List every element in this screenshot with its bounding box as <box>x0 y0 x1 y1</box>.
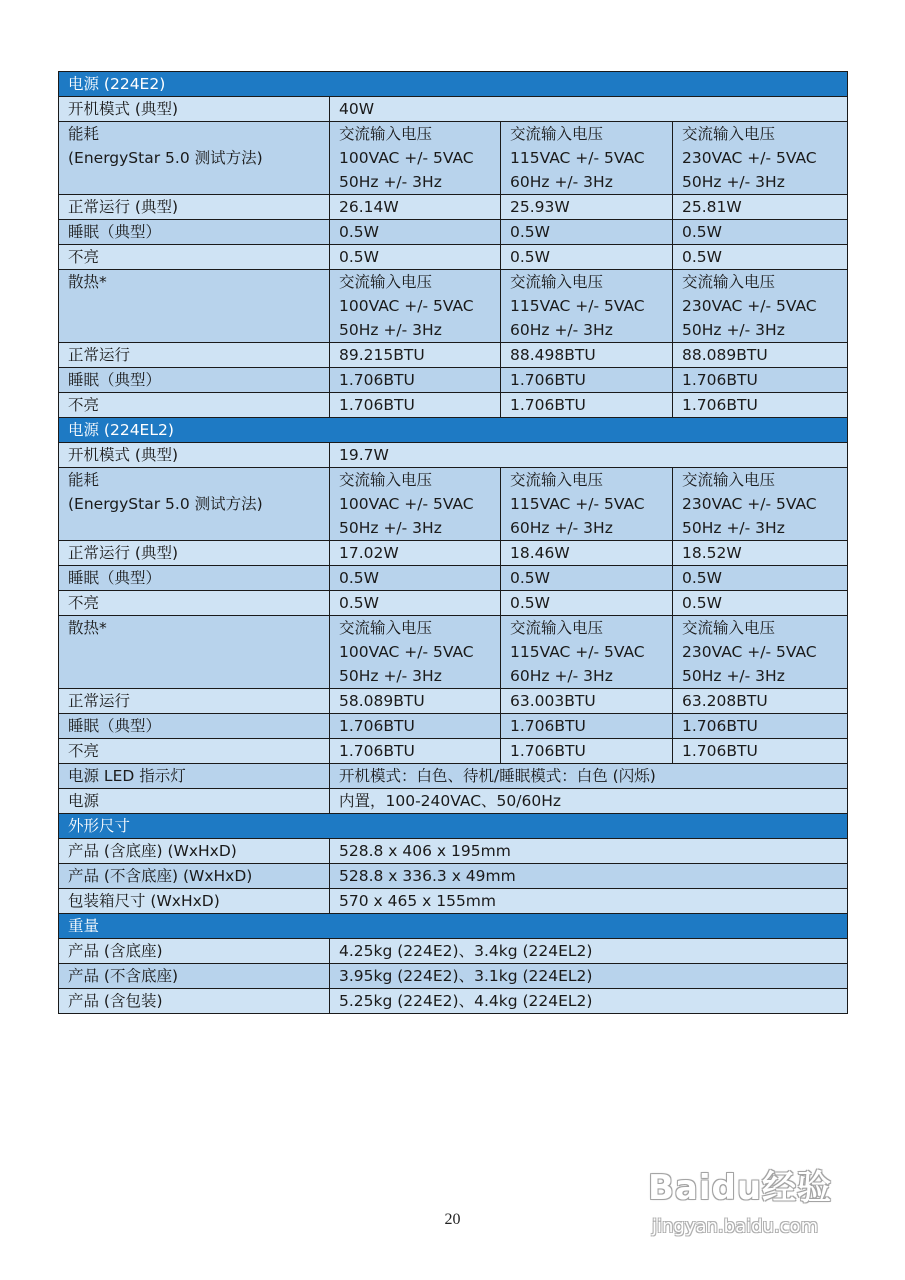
cell-value: 88.089BTU <box>673 343 848 368</box>
cell-value: 4.25kg (224E2)、3.4kg (224EL2) <box>330 939 848 964</box>
cell-value: 交流输入电压 115VAC +/- 5VAC 60Hz +/- 3Hz <box>501 468 673 541</box>
row-label: 产品 (不含底座) <box>59 964 330 989</box>
table-row <box>59 393 848 418</box>
cell-value: 25.93W <box>501 195 673 220</box>
table-row <box>59 764 848 789</box>
row-label: 产品 (含包装) <box>59 989 330 1014</box>
table-row <box>59 443 848 468</box>
table-row <box>59 989 848 1014</box>
spec-table <box>58 71 848 1014</box>
cell-value: 63.003BTU <box>501 689 673 714</box>
cell-value: 1.706BTU <box>501 714 673 739</box>
table-row <box>59 220 848 245</box>
table-row <box>59 616 848 689</box>
cell-value: 1.706BTU <box>501 368 673 393</box>
cell-value: 交流输入电压 100VAC +/- 5VAC 50Hz +/- 3Hz <box>330 122 501 195</box>
cell-value: 内置，100-240VAC、50/60Hz <box>330 789 848 814</box>
cell-value: 19.7W <box>330 443 848 468</box>
cell-value: 1.706BTU <box>330 739 501 764</box>
row-label: 开机模式 (典型) <box>59 97 330 122</box>
table-row <box>59 195 848 220</box>
section-title: 重量 <box>59 914 848 939</box>
row-label: 不亮 <box>59 245 330 270</box>
cell-value: 交流输入电压 115VAC +/- 5VAC 60Hz +/- 3Hz <box>501 122 673 195</box>
cell-value: 1.706BTU <box>330 368 501 393</box>
table-row <box>59 368 848 393</box>
cell-value: 0.5W <box>501 591 673 616</box>
section-title: 外形尺寸 <box>59 814 848 839</box>
table-row <box>59 964 848 989</box>
cell-value: 0.5W <box>501 566 673 591</box>
table-row <box>59 343 848 368</box>
cell-value: 交流输入电压 100VAC +/- 5VAC 50Hz +/- 3Hz <box>330 270 501 343</box>
watermark-url: jingyan.baidu.com <box>652 1216 819 1237</box>
section-header-row <box>59 418 848 443</box>
cell-value: 1.706BTU <box>673 368 848 393</box>
cell-value: 1.706BTU <box>673 739 848 764</box>
row-label: 睡眠（典型） <box>59 566 330 591</box>
cell-value: 89.215BTU <box>330 343 501 368</box>
row-label: 正常运行 <box>59 689 330 714</box>
cell-value: 0.5W <box>330 591 501 616</box>
cell-value: 1.706BTU <box>673 393 848 418</box>
cell-value: 570 x 465 x 155mm <box>330 889 848 914</box>
cell-value: 1.706BTU <box>330 393 501 418</box>
row-label: 睡眠（典型） <box>59 714 330 739</box>
cell-value: 交流输入电压 100VAC +/- 5VAC 50Hz +/- 3Hz <box>330 616 501 689</box>
cell-value: 0.5W <box>501 245 673 270</box>
row-label: 产品 (不含底座) (WxHxD) <box>59 864 330 889</box>
watermark-logo-text: Baidu经验 <box>648 1168 833 1208</box>
cell-value: 交流输入电压 115VAC +/- 5VAC 60Hz +/- 3Hz <box>501 270 673 343</box>
cell-value: 0.5W <box>673 220 848 245</box>
cell-value: 18.46W <box>501 541 673 566</box>
section-title: 电源 (224EL2) <box>59 418 848 443</box>
cell-value: 0.5W <box>673 245 848 270</box>
cell-value: 0.5W <box>673 591 848 616</box>
row-label: 开机模式 (典型) <box>59 443 330 468</box>
cell-value: 528.8 x 336.3 x 49mm <box>330 864 848 889</box>
row-label: 产品 (含底座) <box>59 939 330 964</box>
table-row <box>59 889 848 914</box>
table-row <box>59 789 848 814</box>
row-label: 不亮 <box>59 591 330 616</box>
cell-value: 25.81W <box>673 195 848 220</box>
section-title: 电源 (224E2) <box>59 72 848 97</box>
section-header-row <box>59 72 848 97</box>
cell-value: 0.5W <box>501 220 673 245</box>
table-row <box>59 270 848 343</box>
cell-value: 3.95kg (224E2)、3.1kg (224EL2) <box>330 964 848 989</box>
cell-value: 开机模式：白色、待机/睡眠模式：白色 (闪烁) <box>330 764 848 789</box>
cell-value: 0.5W <box>330 245 501 270</box>
row-label: 电源 <box>59 789 330 814</box>
row-label: 正常运行 (典型) <box>59 541 330 566</box>
table-row <box>59 591 848 616</box>
table-row <box>59 245 848 270</box>
row-label: 包装箱尺寸 (WxHxD) <box>59 889 330 914</box>
row-label: 正常运行 <box>59 343 330 368</box>
row-label: 睡眠（典型） <box>59 220 330 245</box>
row-label: 睡眠（典型） <box>59 368 330 393</box>
row-label: 能耗 (EnergyStar 5.0 测试方法) <box>59 122 330 195</box>
row-label: 不亮 <box>59 739 330 764</box>
row-label: 电源 LED 指示灯 <box>59 764 330 789</box>
page-number: 20 <box>444 1211 461 1228</box>
cell-value: 58.089BTU <box>330 689 501 714</box>
cell-value: 交流输入电压 230VAC +/- 5VAC 50Hz +/- 3Hz <box>673 468 848 541</box>
spec-table-body <box>59 72 848 1014</box>
table-row <box>59 689 848 714</box>
cell-value: 0.5W <box>673 566 848 591</box>
row-label: 不亮 <box>59 393 330 418</box>
cell-value: 5.25kg (224E2)、4.4kg (224EL2) <box>330 989 848 1014</box>
cell-value: 0.5W <box>330 566 501 591</box>
section-header-row <box>59 814 848 839</box>
table-row <box>59 714 848 739</box>
cell-value: 交流输入电压 115VAC +/- 5VAC 60Hz +/- 3Hz <box>501 616 673 689</box>
cell-value: 0.5W <box>330 220 501 245</box>
table-row <box>59 939 848 964</box>
cell-value: 1.706BTU <box>501 393 673 418</box>
cell-value: 17.02W <box>330 541 501 566</box>
cell-value: 18.52W <box>673 541 848 566</box>
table-row <box>59 541 848 566</box>
table-row <box>59 97 848 122</box>
table-row <box>59 468 848 541</box>
row-label: 散热* <box>59 270 330 343</box>
cell-value: 交流输入电压 230VAC +/- 5VAC 50Hz +/- 3Hz <box>673 616 848 689</box>
table-row <box>59 864 848 889</box>
cell-value: 1.706BTU <box>330 714 501 739</box>
cell-value: 88.498BTU <box>501 343 673 368</box>
cell-value: 交流输入电压 100VAC +/- 5VAC 50Hz +/- 3Hz <box>330 468 501 541</box>
row-label: 正常运行 (典型) <box>59 195 330 220</box>
cell-value: 交流输入电压 230VAC +/- 5VAC 50Hz +/- 3Hz <box>673 270 848 343</box>
cell-value: 40W <box>330 97 848 122</box>
row-label: 能耗 (EnergyStar 5.0 测试方法) <box>59 468 330 541</box>
section-header-row <box>59 914 848 939</box>
row-label: 产品 (含底座) (WxHxD) <box>59 839 330 864</box>
table-row <box>59 839 848 864</box>
cell-value: 63.208BTU <box>673 689 848 714</box>
cell-value: 1.706BTU <box>673 714 848 739</box>
table-row <box>59 739 848 764</box>
watermark <box>640 1148 880 1248</box>
cell-value: 528.8 x 406 x 195mm <box>330 839 848 864</box>
table-row <box>59 122 848 195</box>
table-row <box>59 566 848 591</box>
cell-value: 交流输入电压 230VAC +/- 5VAC 50Hz +/- 3Hz <box>673 122 848 195</box>
cell-value: 1.706BTU <box>501 739 673 764</box>
row-label: 散热* <box>59 616 330 689</box>
cell-value: 26.14W <box>330 195 501 220</box>
